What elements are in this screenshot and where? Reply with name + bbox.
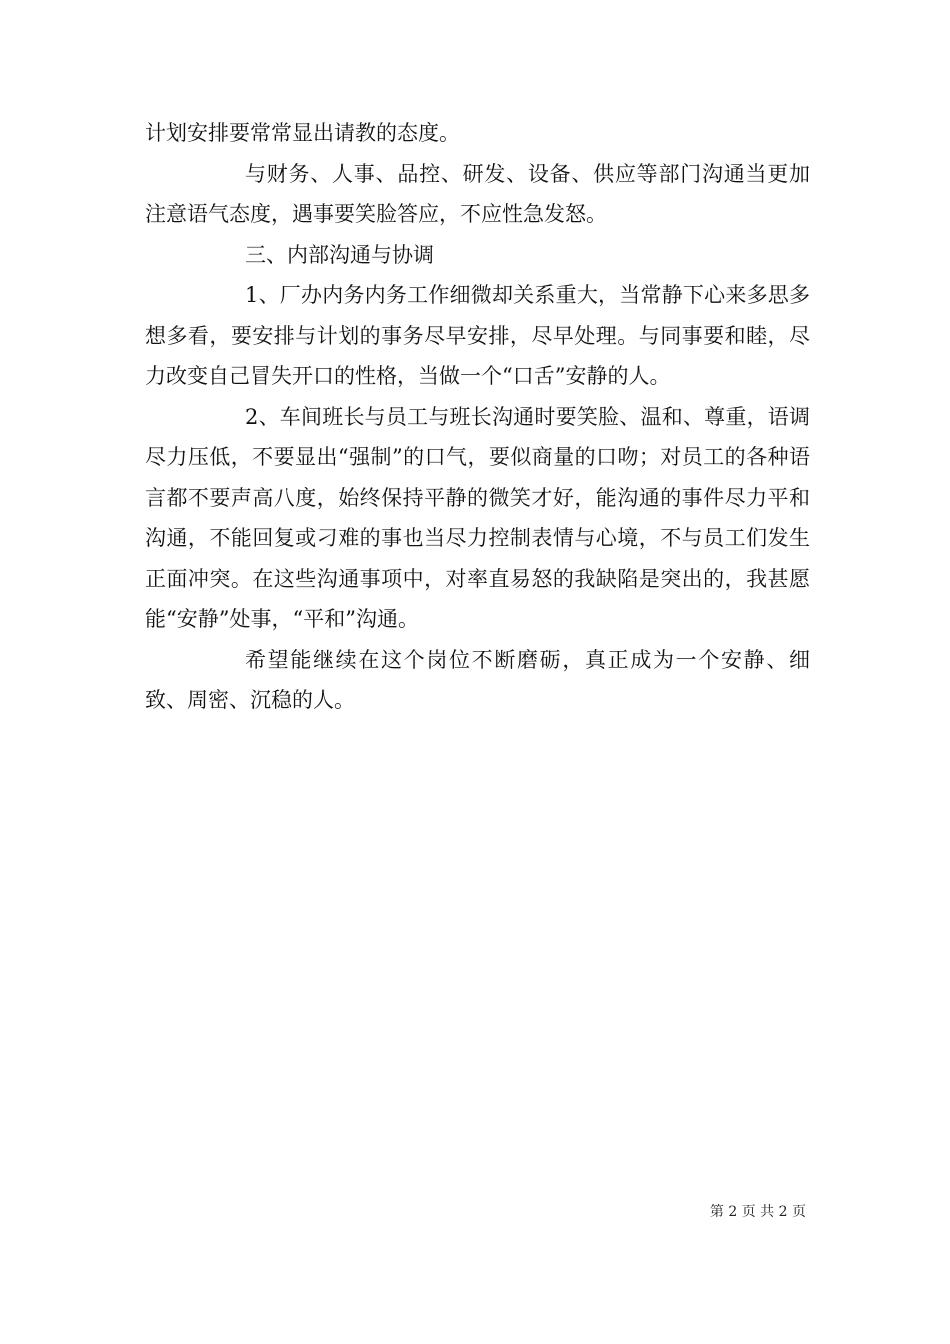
paragraph-closing: 希望能继续在这个岗位不断磨砺，真正成为一个安静、细致、周密、沉稳的人。 (145, 647, 810, 712)
page-number-footer: 第 2 页 共 2 页 (709, 1204, 806, 1220)
paragraph-item-1: 1、厂办内务内务工作细微却关系重大，当常静下心来多思多想多看，要安排与计划的事务尽早安排，尽早处理。与同事要和睦，尽力改变自己冒失开口的性格，当做一个“口舌”安静的人。 (145, 283, 810, 388)
paragraph-department-communication: 与财务、人事、品控、研发、设备、供应等部门沟通当更加注意语气态度，遇事要笑脸答应，不应性急发怒。 (145, 161, 810, 226)
paragraph-item-2: 2、车间班长与员工与班长沟通时要笑脸、温和、尊重，语调尽力压低，不要显出“强制”的口气，要似商量的口吻；对员工的各种语言都不要声高八度，始终保持平静的微笑才好，能沟通的事件尽力平和沟通，不能回复或刁难的事也当尽力控制表情与心境，不与员工们发生正面冲突。在这些沟通事项中，对率直易怒的我缺陷是突出的，我甚愿能“安静”处事，“平和”沟通。 (145, 404, 810, 631)
document-body (145, 113, 810, 721)
section-heading-internal-communication: 三、内部沟通与协调 (245, 242, 434, 267)
paragraph-continuation: 计划安排要常常显出请教的态度。 (145, 121, 460, 145)
